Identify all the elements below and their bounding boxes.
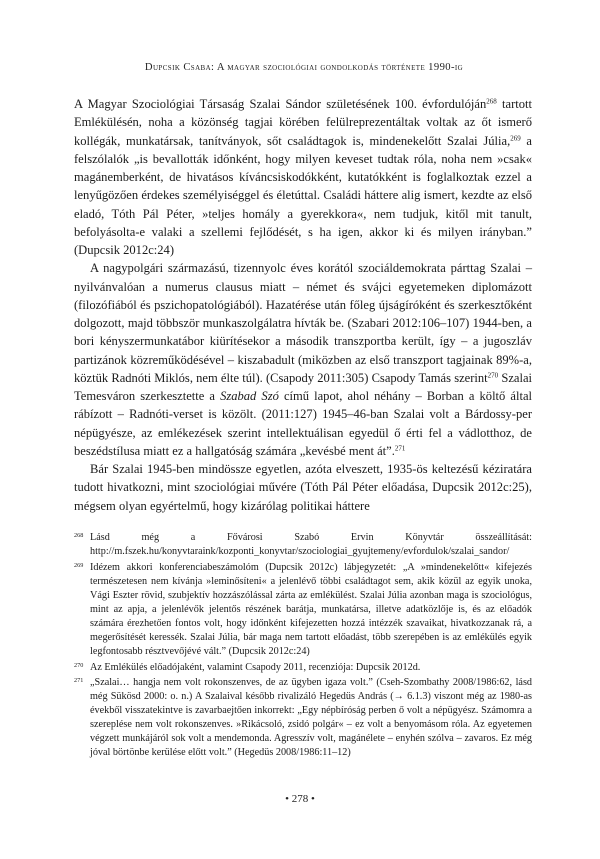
footnote <box>74 676 532 760</box>
footnote-ref[interactable]: 270 <box>487 371 499 380</box>
footnotes <box>74 531 532 762</box>
paragraph: A nagypolgári származású, tizennyolc éves korától szociáldemokrata párttag Szalai – nyilvánvalóan a numerus clausus miatt – német és svájci egyetemeken diplomázott (filozófiából és pszichopatológiából). Hazatérése után főleg újságíróként és szerkesztőként dolgozott, majd többször munkaszolgálatra hívták be. (Szabari 2012:106–107) 1944-ben, a bori kényszermunkatábor kiürítésekor a második transzportba került, így – a jugoszláv partizánok közreműködésével – kiszabadult (miközben az első transzport tagjainak 89%-a, köztük Radnóti Miklós, nem élte túl). (Csapody 2011:305) Csapody Tamás szerint$^{270}$ Szalai Temesváron szerkesztette a Szabad Szó című lapot, ahol néhány – Borban a költő által rábízott – Radnóti-verset is közölt. (2011:127) 1945–46-ban Szalai volt a Bárdossy-per népügyésze, az emlékezések szerint intellektuálisan egyedül ő érti fel a vádlotthoz, de beszédstílusa miatt ez a hallgatóság számára „kevésbé ment át”.$^{271}$ <box>74 261 533 458</box>
footnote-number: 268 <box>74 532 84 539</box>
footnote-ref[interactable]: 268 <box>486 97 497 106</box>
paragraph: A Magyar Szociológiai Társaság Szalai Sándor születésének 100. évfordulóján$^{268}$ tartott Emlékülésén, noha a közönség tagjai körében felülreprezentáltak voltak az őt ismerő kollégák, munkatársak, tanítványok, sőt családtagok is, mindenekelőtt Szalai Júlia,$^{269}$ a felszólalók „is bevallották időnként, hogy milyen keveset tudtak róla, noha nem »csak« magánemberként, de hivatásos kíváncsiskodókként, kutatókként is foglalkoztak ezzel a lenyűgözően érdekes személyiséggel és életúttal. Családi háttere alig ismert, kezdte az első eladó, Tóth Pál Péter, »teljes homály a gyerekkora«, nem tudjuk, kitől mit tanult, befolyásolta-e valaki a szellemi fejlődését, s ha igen, akkor ki és milyen irányban.” (Dupcsik 2012c:24) <box>74 97 532 257</box>
footnote-ref[interactable]: 271 <box>394 444 406 453</box>
footnote-text: Lásd még a Fővárosi Szabó Ervin Könyvtár összeállítását: http://m.fszek.hu/konyvtaraink/kozponti_konyvtar/szociologiai_gyujtemeny/evfordulok/szalai_sandor/ <box>90 532 532 558</box>
footnote <box>74 561 532 659</box>
paragraph: Bár Szalai 1945-ben mindössze egyetlen, azóta elveszett, 1935-ös keltezésű kéziratára tudott hivatkozni, mint szociológiai művére (Tóth Pál Péter előadása, Dupcsik 2012c:25), mégsem olyan egyértelmű, hogy kizárólag politikai háttere <box>74 462 532 513</box>
footnote-ref[interactable]: 269 <box>510 134 521 142</box>
footnote-number: 270 <box>74 661 84 669</box>
footnote-number: 269 <box>74 561 84 569</box>
footnote <box>74 531 532 559</box>
footnote-text: Az Emlékülés előadójaként, valamint Csapody 2011, recenziója: Dupcsik 2012d. <box>90 661 421 673</box>
footnote-number: 271 <box>74 677 84 685</box>
periodical-title: Szabad Szó <box>220 389 279 403</box>
footnote <box>74 661 532 675</box>
page-number: • 278 • <box>285 793 315 805</box>
footnote-text: „Szalai… hangja nem volt rokonszenves, de az ügyben igaza volt.” (Cseh-Szombathy 2008/1986:62, lásd még Sükösd 2000: o. n.) A Szalaival később rivalizáló Hegedüs András (→ 6.1.3) viszont még az 1980-as évekből visszatekintve is zavarbaejtően inkorrekt: „Egy népbíróság perben ő volt a népügyész. Számomra a szereplése nem volt rokonszenves. »Rikácsoló, zsidó polgár« – ez volt a benyomásom róla. Az egyetemen végzett munkájáról sok volt a mendemonda. Agresszív volt, magánélete – enyhén szólva – zavaros. Ez még jóval börtönbe kerülése előtt volt.” (Hegedüs 2008/1986:11–12) <box>90 677 532 759</box>
running-head: Dupcsik Csaba: A magyar szociológiai gondolkodás története 1990-ig <box>144 62 464 73</box>
footnote-text: Idézem akkori konferenciabeszámolóm (Dupcsik 2012c) lábjegyzetét: „A »mindenekelőtt« kifejezés természetesen nem kívánja »leminősíteni« a jelenlévő többi családtagot sem, akik közül az egyik unoka, Vági Eszter rövid, szubjektív hozzászólással zárta az emlékülést. Szalai Júlia azonban maga is szociológus, mint az apja, a jelenlévők jelentős részének barátja, munkatársa, illetve adatközlője is, és az előadók számára érezhetően fontos volt, hogy időnként kifejezetten hozzá intézzék szavaikat, hivatkozzanak rá, a megerősítését keressék. Szalai Júlia, bár maga nem tartott előadást, több szerepében is az emlékülés egyik legfontosabb résztvevőjévé vált.” (Dupcsik 2012c:24) <box>90 561 532 657</box>
main-text <box>74 95 532 515</box>
